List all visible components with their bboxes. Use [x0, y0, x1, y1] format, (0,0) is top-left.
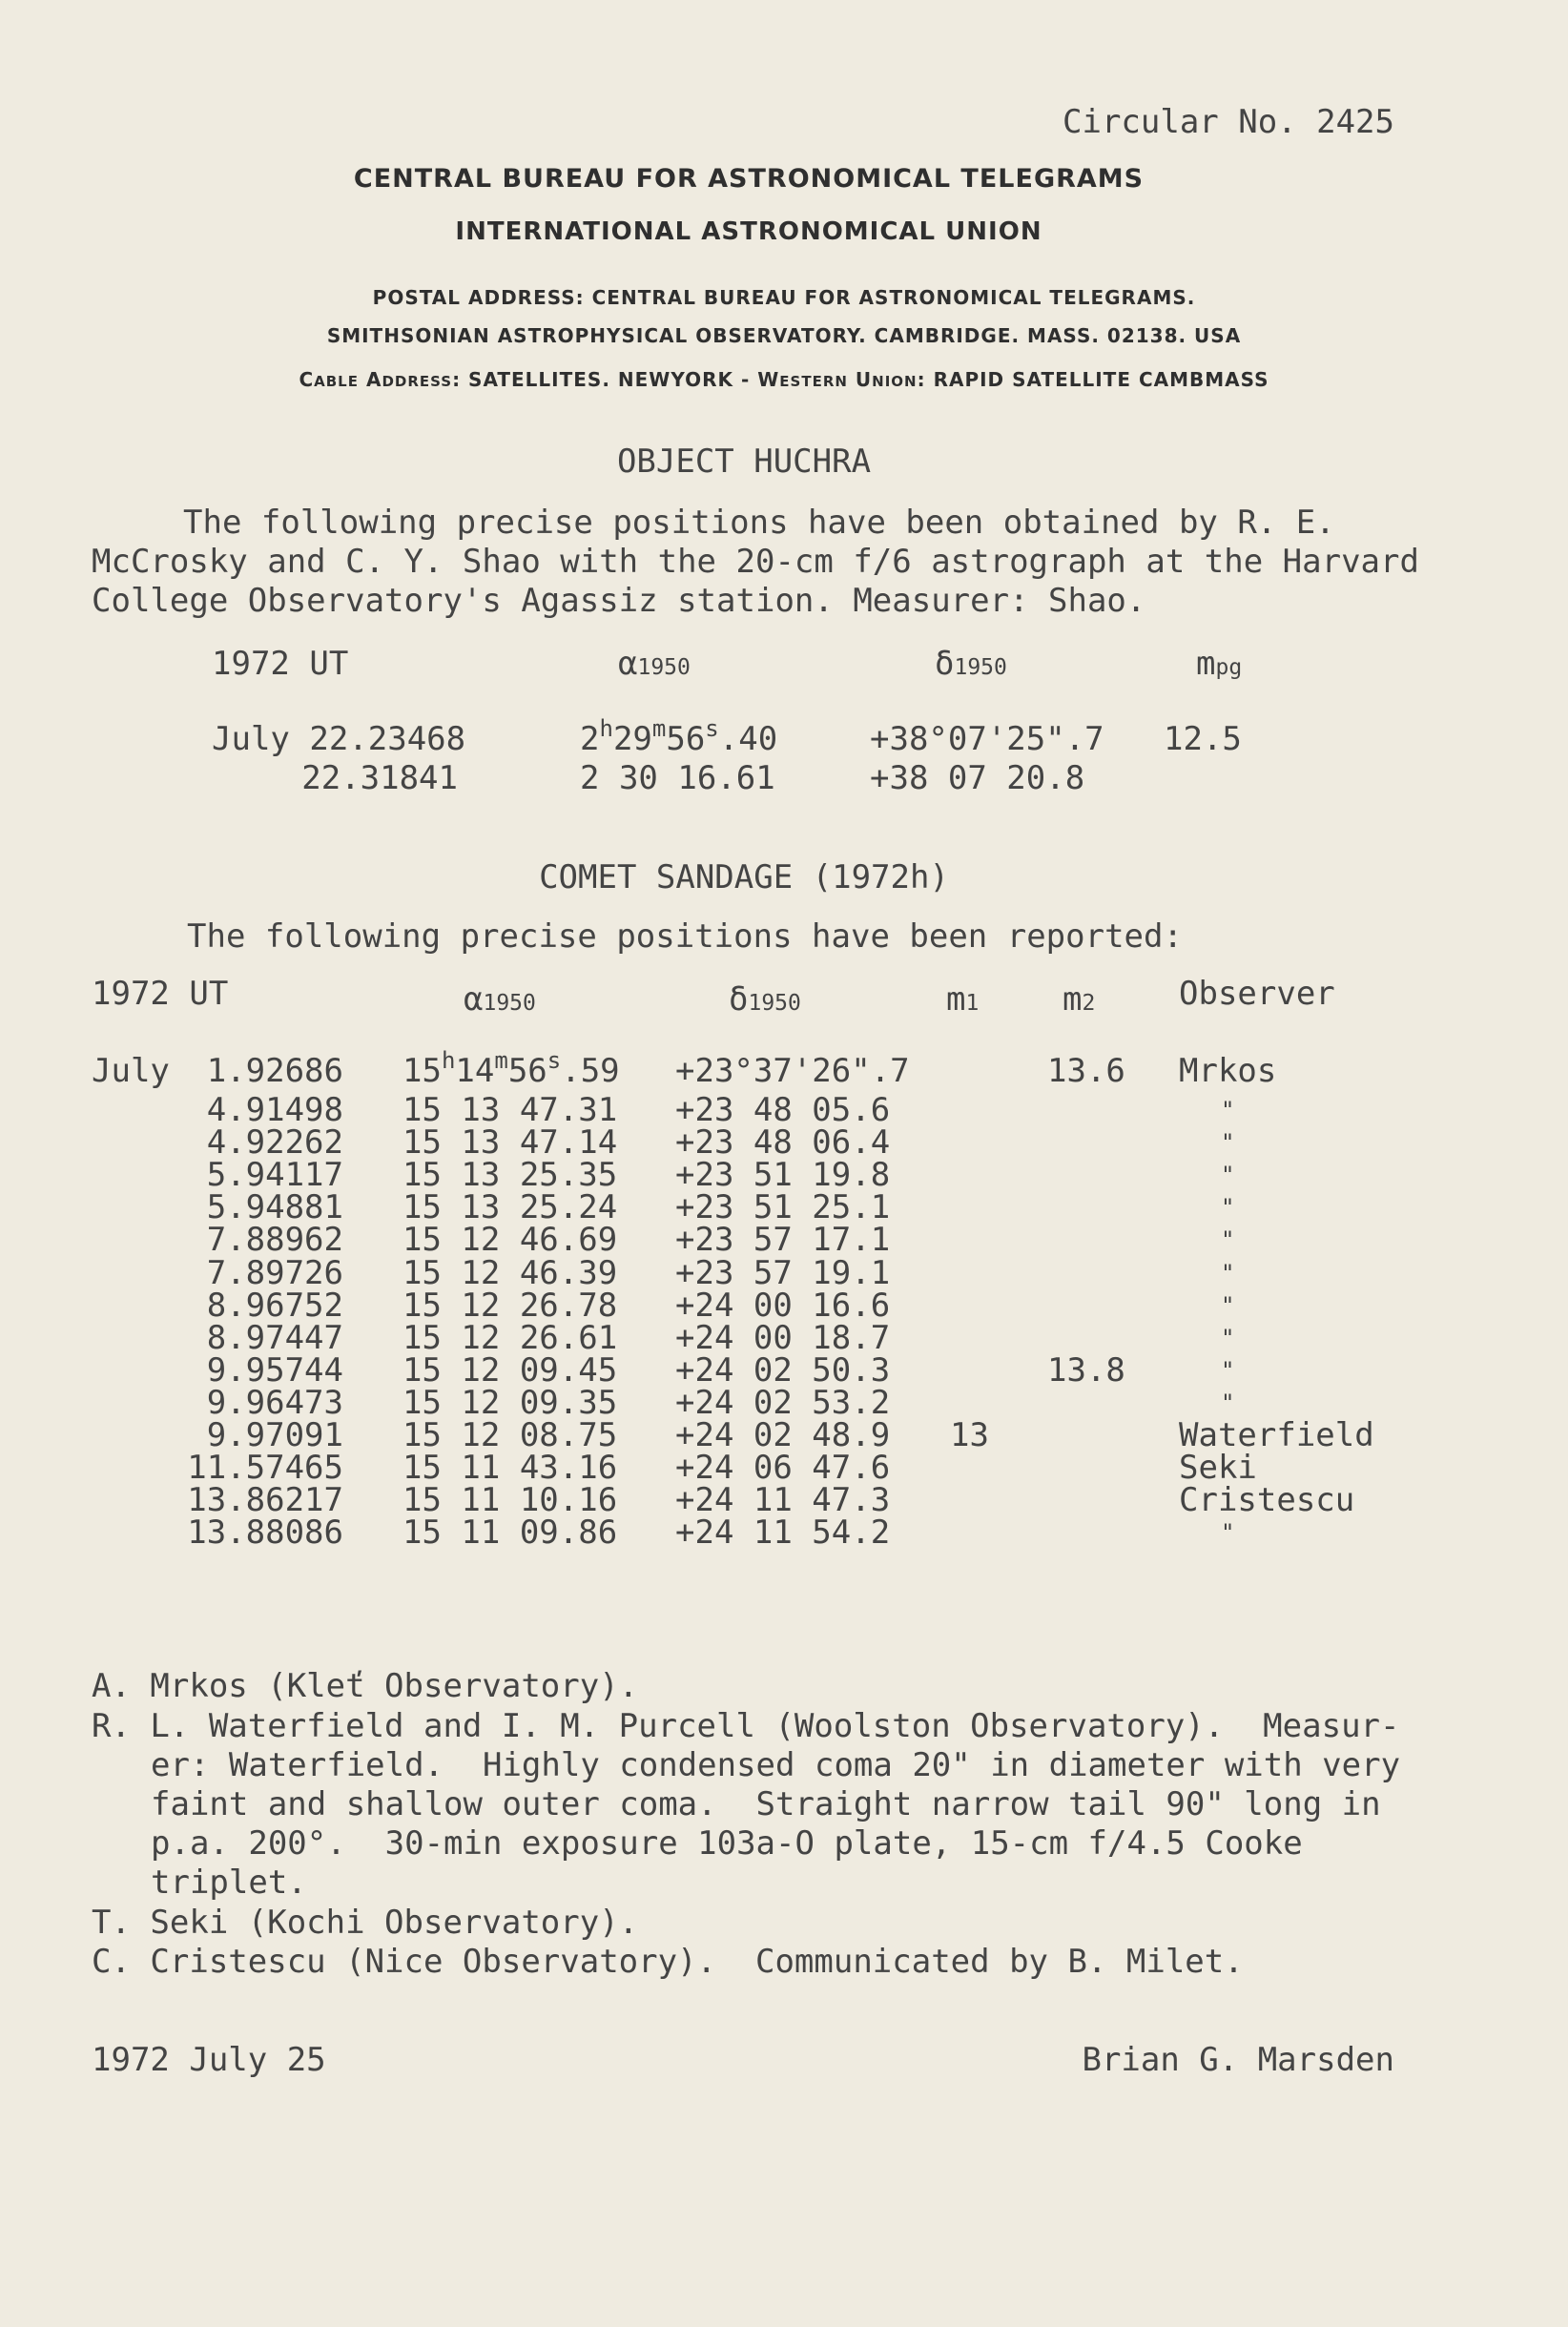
huchra-row-1-ra: 2$^h$29$^m$56$^s$.40	[580, 715, 778, 758]
sandage-row-9-date: 8.97447	[206, 1319, 343, 1357]
sandage-row-1-dec: +23°37'26".7	[675, 1052, 910, 1090]
sandage-row-7-ra: 15 12 46.39	[402, 1254, 618, 1292]
sandage-row-6-ra: 15 12 46.69	[402, 1221, 618, 1259]
sandage-row-14-dec: +24 11 47.3	[675, 1481, 891, 1519]
sandage-row-3-date: 4.92262	[206, 1123, 343, 1162]
sandage-paragraph: The following precise positions have been reported:	[187, 917, 1183, 956]
sandage-row-7-date: 7.89726	[206, 1254, 343, 1292]
sandage-row-15-observer: "	[1221, 1519, 1235, 1546]
sandage-row-10-observer: "	[1221, 1357, 1235, 1384]
sandage-head-alpha: α1950	[464, 980, 536, 1019]
sandage-row-15-dec: +24 11 54.2	[675, 1514, 891, 1552]
huchra-head-alpha: α1950	[618, 645, 691, 683]
sandage-row-2-dec: +23 48 05.6	[675, 1091, 891, 1129]
sandage-row-14-observer: Cristescu	[1179, 1481, 1355, 1519]
circular-number: Circular No. 2425	[1063, 103, 1394, 141]
sandage-row-10-ra: 15 12 09.45	[402, 1351, 618, 1390]
postal-address-line-2: SMITHSONIAN ASTROPHYSICAL OBSERVATORY. CAMBRIDGE. MASS. 02138. USA	[326, 324, 1242, 347]
sandage-head-m2: m2	[1063, 980, 1096, 1019]
sandage-row-13-observer: Seki	[1179, 1449, 1257, 1487]
sandage-row-8-observer: "	[1221, 1292, 1235, 1319]
postal-address-line-1: POSTAL ADDRESS: CENTRAL BUREAU FOR ASTRONOMICAL TELEGRAMS.	[372, 286, 1196, 309]
sandage-row-3-dec: +23 48 06.4	[675, 1123, 891, 1162]
footer-author: Brian G. Marsden	[1082, 2041, 1394, 2079]
sandage-row-10-date: 9.95744	[206, 1351, 343, 1390]
cable-address-line: CABLE ADDRESS: SATELLITES. NEWYORK - WESTERN UNION: RAPID SATELLITE CAMBMASS	[299, 368, 1269, 391]
sandage-row-5-date: 5.94881	[206, 1188, 343, 1226]
sandage-row-11-date: 9.96473	[206, 1384, 343, 1422]
sandage-row-14-date: 13.86217	[187, 1481, 343, 1519]
sandage-row-5-dec: +23 51 25.1	[675, 1188, 891, 1226]
sandage-row-12-m1: 13	[950, 1416, 989, 1454]
sandage-head-m1: m1	[946, 980, 980, 1019]
huchra-row-2-dec: +38 07 20.8	[870, 759, 1085, 797]
huchra-paragraph: The following precise positions have been obtained by R. E. McCrosky and C. Y. Shao with the 20-cm f/6 astrograph at the Harvard College Observatory's Agassiz station. Measurer: Shao.	[92, 504, 1419, 620]
sandage-row-15-ra: 15 11 09.86	[402, 1514, 618, 1552]
sandage-row-13-ra: 15 11 43.16	[402, 1449, 618, 1487]
sandage-row-10-m2: 13.8	[1047, 1351, 1125, 1390]
union-title: INTERNATIONAL ASTRONOMICAL UNION	[455, 217, 1042, 246]
huchra-head-mag: mpg	[1196, 645, 1243, 683]
sandage-head-delta: δ1950	[729, 980, 801, 1019]
sandage-row-11-dec: +24 02 53.2	[675, 1384, 891, 1422]
sandage-row-3-ra: 15 13 47.14	[402, 1123, 618, 1162]
huchra-title: OBJECT HUCHRA	[616, 443, 872, 481]
note-waterfield-line-4: p.a. 200°. 30-min exposure 103a-O plate, 15-cm f/4.5 Cooke	[151, 1824, 1303, 1863]
note-waterfield-line-1: R. L. Waterfield and I. M. Purcell (Woolston Observatory). Measur-	[92, 1707, 1400, 1745]
sandage-row-1-date: 1.92686	[206, 1052, 343, 1090]
huchra-row-1-date: July 22.23468	[212, 720, 466, 758]
sandage-row-1-observer: Mrkos	[1179, 1052, 1277, 1090]
sandage-row-11-ra: 15 12 09.35	[402, 1384, 618, 1422]
note-cristescu: C. Cristescu (Nice Observatory). Communicated by B. Milet.	[92, 1943, 1244, 1981]
huchra-row-1-dec: +38°07'25".7	[870, 720, 1104, 758]
sandage-row-8-dec: +24 00 16.6	[675, 1287, 891, 1325]
sandage-row-8-ra: 15 12 26.78	[402, 1287, 618, 1325]
bureau-title: CENTRAL BUREAU FOR ASTRONOMICAL TELEGRAMS	[353, 164, 1145, 194]
sandage-row-4-dec: +23 51 19.8	[675, 1156, 891, 1194]
sandage-row-12-dec: +24 02 48.9	[675, 1416, 891, 1454]
huchra-row-2-date: 22.31841	[301, 759, 458, 797]
sandage-row-8-date: 8.96752	[206, 1287, 343, 1325]
note-waterfield-line-3: faint and shallow outer coma. Straight narrow tail 90" long in	[151, 1785, 1381, 1823]
sandage-row-11-observer: "	[1221, 1390, 1235, 1416]
note-waterfield-line-5: triplet.	[151, 1864, 307, 1902]
sandage-row-4-date: 5.94117	[206, 1156, 343, 1194]
sandage-row-3-observer: "	[1221, 1129, 1235, 1156]
footer-date: 1972 July 25	[92, 2041, 326, 2079]
note-waterfield-line-2: er: Waterfield. Highly condensed coma 20" in diameter with very	[151, 1746, 1401, 1784]
sandage-row-12-date: 9.97091	[206, 1416, 343, 1454]
sandage-row-2-observer: "	[1221, 1097, 1235, 1123]
sandage-row-12-ra: 15 12 08.75	[402, 1416, 618, 1454]
huchra-head-delta: δ1950	[935, 645, 1007, 683]
sandage-row-6-observer: "	[1221, 1226, 1235, 1253]
huchra-head-ut: 1972 UT	[212, 645, 349, 683]
sandage-row-15-date: 13.88086	[187, 1514, 343, 1552]
huchra-row-1-mag: 12.5	[1164, 720, 1242, 758]
sandage-row-2-ra: 15 13 47.31	[402, 1091, 618, 1129]
sandage-row-2-date: 4.91498	[206, 1091, 343, 1129]
sandage-head-observer: Observer	[1179, 975, 1335, 1013]
huchra-row-2-ra: 2 30 16.61	[580, 759, 775, 797]
note-seki: T. Seki (Kochi Observatory).	[92, 1904, 639, 1942]
sandage-row-9-observer: "	[1221, 1325, 1235, 1351]
sandage-row-5-observer: "	[1221, 1194, 1235, 1221]
sandage-row-13-date: 11.57465	[187, 1449, 343, 1487]
sandage-title: COMET SANDAGE (1972h)	[539, 858, 949, 896]
sandage-row-9-dec: +24 00 18.7	[675, 1319, 891, 1357]
sandage-row-5-ra: 15 13 25.24	[402, 1188, 618, 1226]
sandage-row-7-observer: "	[1221, 1260, 1235, 1287]
sandage-row-13-dec: +24 06 47.6	[675, 1449, 891, 1487]
sandage-row-1-m2: 13.6	[1047, 1052, 1125, 1090]
sandage-row-4-observer: "	[1221, 1162, 1235, 1188]
sandage-row-6-date: 7.88962	[206, 1221, 343, 1259]
sandage-month: July	[92, 1052, 170, 1090]
sandage-row-4-ra: 15 13 25.35	[402, 1156, 618, 1194]
sandage-row-1-ra: 15$^h$14$^m$56$^s$.59	[402, 1047, 620, 1090]
sandage-row-14-ra: 15 11 10.16	[402, 1481, 618, 1519]
sandage-row-9-ra: 15 12 26.61	[402, 1319, 618, 1357]
note-mrkos: A. Mrkos (Kleť Observatory).	[92, 1667, 639, 1705]
sandage-row-10-dec: +24 02 50.3	[675, 1351, 891, 1390]
sandage-row-12-observer: Waterfield	[1179, 1416, 1374, 1454]
sandage-row-7-dec: +23 57 19.1	[675, 1254, 891, 1292]
sandage-row-6-dec: +23 57 17.1	[675, 1221, 891, 1259]
sandage-head-ut: 1972 UT	[92, 975, 229, 1013]
